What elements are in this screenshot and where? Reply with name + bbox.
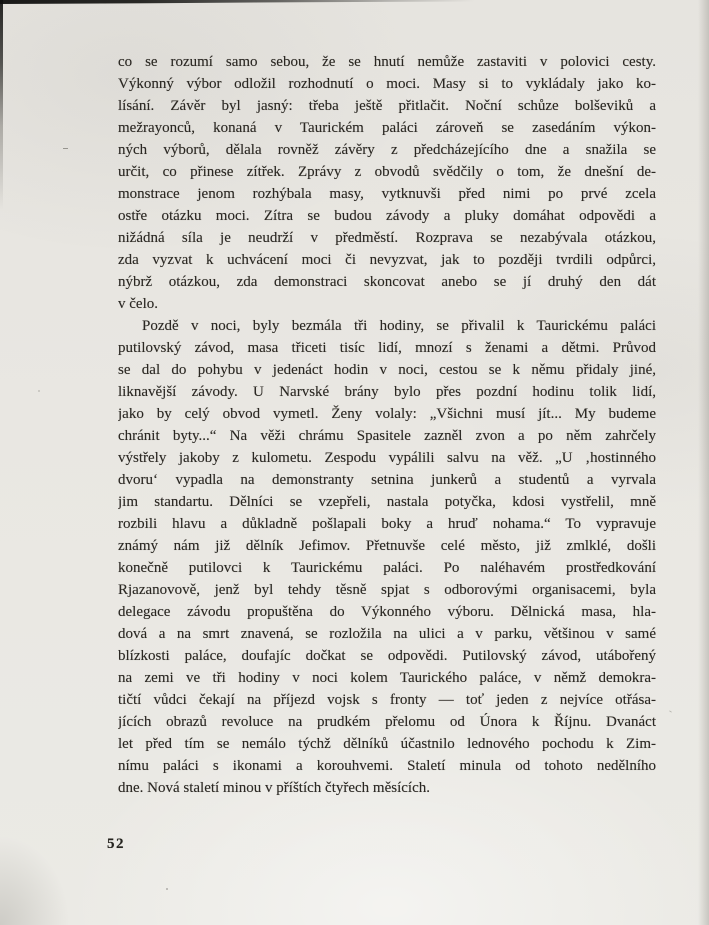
scan-speckle <box>669 710 672 712</box>
text-line: určit, co přinese zítřek. Zprávy z obvodů svědčily o tom, že dnešní de- <box>118 164 656 180</box>
text-line: jako by celý obvod vymetl. Ženy volaly: „Všichni musí jít... My budeme <box>118 406 656 422</box>
text-line: nímu paláci s ikonami a korouhvemi. Staletí minula od tohoto nedělního <box>118 758 656 774</box>
text-line: let před tím se nemálo týchž dělníků účastnilo lednového pochodu k Zim- <box>118 736 656 752</box>
text-line: putilovský závod, masa třiceti tisíc lidí, mnozí s ženami a dětmi. Průvod <box>118 340 656 356</box>
text-line: dne. Nová staletí minou v příštích čtyřech měsících. <box>118 780 430 796</box>
scan-corner-shadow <box>0 835 70 925</box>
scan-edge-left <box>0 0 3 210</box>
text-line: známý nám již dělník Jefimov. Přetnuvše celé město, již zmlklé, došli <box>118 538 656 554</box>
scan-edge-right <box>698 0 709 925</box>
text-line: v čelo. <box>118 296 158 312</box>
text-line: na zemi ve tři hodiny v noci kolem Taurického paláce, v němž demokra- <box>118 670 656 686</box>
scan-speckle <box>38 390 40 392</box>
text-line: ných výborů, dělala rovněž závěry z předcházejícího dne a snažila se <box>118 142 656 158</box>
text-line: Pozdě v noci, byly bezmála tři hodiny, se přivalil k Taurickému paláci <box>142 318 656 334</box>
text-line: lísání. Závěr byl jasný: třeba ještě přitlačit. Noční schůze bolševiků a <box>118 98 656 114</box>
text-line: se dal do pohybu v jedenáct hodin v noci, cestou se k němu přidaly jiné, <box>118 362 656 378</box>
text-line: tičtí vůdci čekají na příjezd vojsk s fronty — toť jeden z nejvíce otřása- <box>118 692 656 708</box>
text-line: monstrace jenom rozhýbala masy, vytknuvši před nimi po prvé zcela <box>118 186 656 202</box>
text-line: chránit byty...“ Na věži chrámu Spasitele zazněl zvon a po něm zahrčely <box>118 428 656 444</box>
text-block <box>118 51 656 799</box>
text-line: jim standartu. Dělníci se vzepřeli, nastala potyčka, kdosi vystřelil, mně <box>118 494 656 510</box>
text-line: dvoru‘ vypadla na demonstranty setnina junkerů a studentů a vyrvala <box>118 472 656 488</box>
text-line: výstřely jakoby z kulometu. Zespodu vypálili salvu na věž. „U ‚hostinného <box>118 450 656 466</box>
text-line: rozbili hlavu a důkladně pošlapali boky a hruď nohama.“ To vypravuje <box>118 516 656 532</box>
scan-edge-top <box>0 0 500 4</box>
text-line: nižádná síla je neudrží v předměstí. Rozprava se nezabývala otázkou, <box>118 230 656 246</box>
text-line: liknavější závody. U Narvské brány bylo přes pozdní hodinu tolik lidí, <box>118 384 656 400</box>
scan-speckle <box>63 148 68 149</box>
text-line: delegace závodu propuštěna do Výkonného výboru. Dělnická masa, hla- <box>118 604 656 620</box>
text-line: blízkosti paláce, doufajíc dočkat se odpovědi. Putilovský závod, utábořený <box>118 648 656 664</box>
scan-speckle <box>166 888 168 890</box>
text-line: Výkonný výbor odložil rozhodnutí o moci. Masy si to vykládaly jako ko- <box>118 76 656 92</box>
text-line: Rjazanovově, jenž byl tehdy těsně spjat s odborovými organisacemi, byla <box>118 582 656 598</box>
text-line: konečně putilovci k Taurickému paláci. Po naléhavém prostředkování <box>118 560 656 576</box>
text-line: ostře otázku moci. Zítra se budou závody a pluky domáhat odpovědi a <box>118 208 656 224</box>
text-line: nýbrž otázkou, zda demonstraci skoncovat anebo se jí druhý den dát <box>118 274 656 290</box>
text-line: jících obrazů revoluce na prudkém přelomu od Února k Říjnu. Dvanáct <box>118 714 656 730</box>
text-line: co se rozumí samo sebou, že se hnutí nemůže zastaviti v polovici cesty. <box>118 54 656 70</box>
text-line: mežrayonců, konaná v Taurickém paláci zároveň se zasedáním výkon- <box>118 120 656 136</box>
text-line: zda vyzvat k uchvácení moci či nevyzvat, jak to později tvrdili odpůrci, <box>118 252 656 268</box>
text-line: dová a na smrt znavená, se rozložila na ulici a v parku, většinou v samé <box>118 626 656 642</box>
page-number: 52 <box>107 836 125 852</box>
